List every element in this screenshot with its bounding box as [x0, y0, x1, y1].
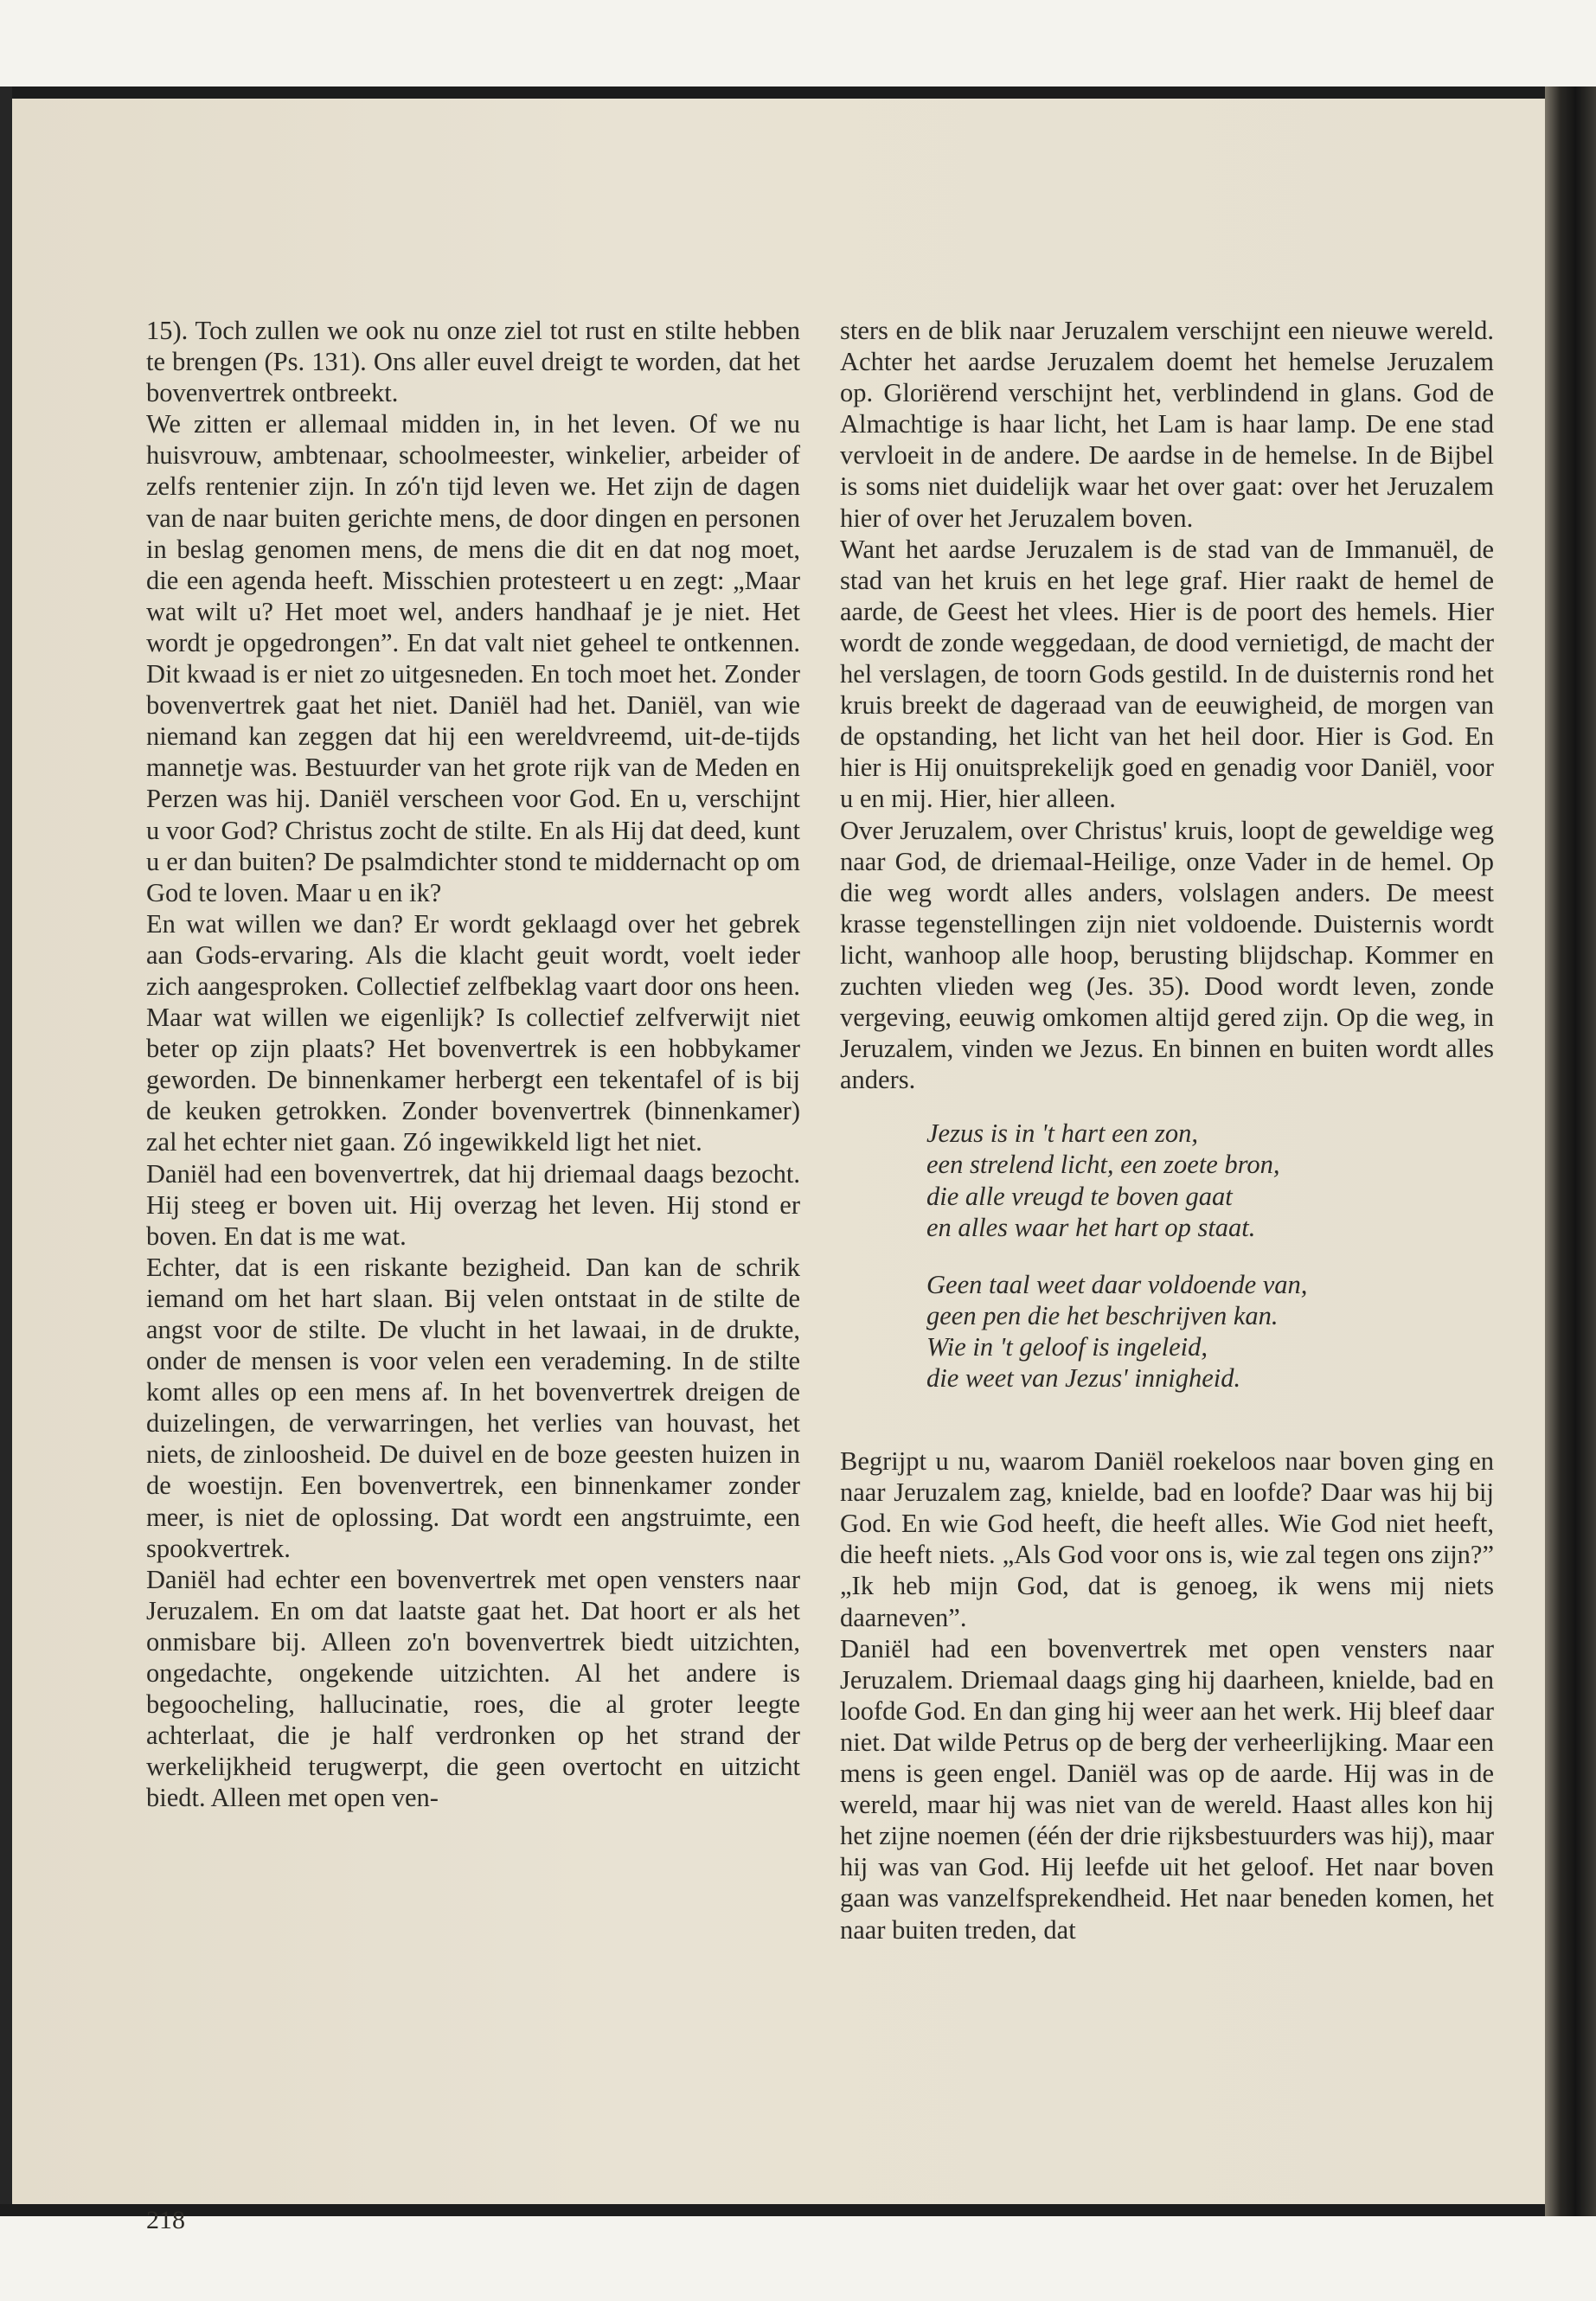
book-spine: [1545, 87, 1596, 2216]
paragraph: Begrijpt u nu, waarom Daniël roekeloos naar boven ging en naar Jeruzalem zag, knielde, bad en loofde? Daar was hij bij God. En wie God heeft, die heeft alles. Wie God niet heeft, die heeft niets. „Als God voor ons is, wie zal tegen ons zijn?” „Ik heb mijn God, dat is genoeg, ik wens mij niets daarneven”.: [840, 1446, 1494, 1632]
book-page: [12, 99, 1545, 2234]
poem-line: die alle vreugd te boven gaat: [926, 1181, 1233, 1211]
poem-stanza: [926, 1269, 1494, 1394]
right-column: [840, 315, 1494, 1945]
scan-border-top: [0, 87, 1596, 99]
paragraph: We zitten er allemaal midden in, in het leven. Of we nu huisvrouw, ambtenaar, schoolmeester, winkelier, arbeider of zelfs rentenier zijn. In zó'n tijd leven we. Het zijn de dagen van de naar buiten gerichte mens, de door dingen en personen in beslag genomen mens, de mens die dit en dat nog moet, die een agenda heeft. Misschien protesteert u en zegt: „Maar wat wilt u? Het moet wel, anders handhaaf je je niet. Het wordt je opgedrongen”. En dat valt niet geheel te ontkennen. Dit kwaad is er niet zo uitgesneden. En toch moet het. Zonder bovenvertrek gaat het niet. Daniël had het. Daniël, van wie niemand kan zeggen dat hij een wereldvreemd, uit-de-tijds mannetje was. Bestuurder van het grote rijk van de Meden en Perzen was hij. Daniël verscheen voor God. En u, verschijnt u voor God? Christus zocht de stilte. En als Hij dat deed, kunt u er dan buiten? De psalmdichter stond te middernacht op om God te loven. Maar u en ik?: [146, 409, 800, 907]
paragraph: Daniël had een bovenvertrek met open vensters naar Jeruzalem. Driemaal daags ging hij daarheen, knielde, bad en loofde God. En dan ging hij weer aan het werk. Hij bleef daar niet. Dat wilde Petrus op de berg der verheerlijking. Maar een mens is geen engel. Daniël was op de aarde. Hij was in de wereld, maar hij was niet van de wereld. Haast alles kon hij het zijne noemen (één der drie rijksbestuurders was hij), maar hij was van God. Hij leefde uit het geloof. Het naar boven gaan was vanzelfsprekendheid. Het naar beneden komen, het naar buiten treden, dat: [840, 1633, 1494, 1945]
poem-line: en alles waar het hart op staat.: [926, 1212, 1256, 1242]
poem-line: Jezus is in 't hart een zon,: [926, 1118, 1199, 1149]
paragraph: 15). Toch zullen we ook nu onze ziel tot rust en stilte hebben te brengen (Ps. 131). Ons aller euvel dreigt te worden, dat het bovenvertrek ontbreekt.: [146, 316, 800, 408]
poem-line: een strelend licht, een zoete bron,: [926, 1150, 1280, 1180]
poem-line: die weet van Jezus' innigheid.: [926, 1363, 1241, 1393]
paragraph: Daniël had een bovenvertrek, dat hij driemaal daags bezocht. Hij steeg er boven uit. Hij overzag het leven. Hij stond er boven. En dat is me wat.: [146, 1158, 800, 1251]
paragraph: En wat willen we dan? Er wordt geklaagd over het gebrek aan Gods-ervaring. Als die klacht geuit wordt, voelt ieder zich aangesproken. Collectief zelfbeklag vaart door ons heen. Maar wat willen we eigenlijk? Is collectief zelfverwijt niet beter op zijn plaats? Het bovenvertrek is een hobbykamer geworden. De binnenkamer herbergt een tekentafel of is bij de keuken getrokken. Zonder bovenvertrek (binnenkamer) zal het echter niet gaan. Zó ingewikkeld ligt het niet.: [146, 908, 800, 1157]
poem-line: Geen taal weet daar voldoende van,: [926, 1269, 1308, 1299]
scan-border-left: [0, 87, 12, 2216]
poem: [926, 1118, 1494, 1394]
paragraph: Over Jeruzalem, over Christus' kruis, loopt de geweldige weg naar God, de driemaal-Heilige, onze Vader in de hemel. Op die weg wordt alles anders, volslagen anders. De meest krasse tegenstellingen zijn niet voldoende. Duisternis wordt licht, wanhoop alle hoop, berusting blijdschap. Kommer en zuchten vlieden weg (Jes. 35). Dood wordt leven, zonde vergeving, eeuwig omkomen altijd gered zijn. Op die weg, in Jeruzalem, vinden we Jezus. En binnen en buiten wordt alles anders.: [840, 815, 1494, 1095]
left-column: [146, 315, 800, 1814]
paragraph: Want het aardse Jeruzalem is de stad van de Immanuël, de stad van het kruis en het lege graf. Hier raakt de hemel de aarde, de Geest het vlees. Hier is de poort des hemels. Hier wordt de zonde weggedaan, de dood vernietigd, de macht der hel verslagen, de toorn Gods gestild. In de duisternis rond het kruis breekt de dageraad van de eeuwigheid, de morgen van de opstanding, het licht van het heil door. Hier is God. En hier is Hij onuitsprekelijk goed en genadig voor Daniël, voor u en mij. Hier, hier alleen.: [840, 534, 1494, 814]
scan-border-bottom: [0, 2204, 1596, 2216]
poem-stanza: [926, 1118, 1494, 1242]
paragraph: sters en de blik naar Jeruzalem verschijnt een nieuwe wereld. Achter het aardse Jeruzalem doemt het hemelse Jeruzalem op. Gloriërend verschijnt het, verblindend in glans. God de Almachtige is haar licht, het Lam is haar lamp. De ene stad vervloeit in de andere. De aardse in de hemelse. In de Bijbel is soms niet duidelijk waar het over gaat: over het Jeruzalem hier of over het Jeruzalem boven.: [840, 316, 1494, 533]
poem-line: Wie in 't geloof is ingeleid,: [926, 1331, 1208, 1362]
paragraph: Echter, dat is een riskante bezigheid. Dan kan de schrik iemand om het hart slaan. Bij velen ontstaat in de stilte de angst voor de stilte. De vlucht in het lawaai, in de drukte, onder de mensen is voor velen een verademing. In de stilte komt alles op een mens af. In het bovenvertrek dreigen de duizelingen, de verwarringen, het verlies van houvast, het niets, de zinloosheid. De duivel en de boze geesten huizen in de woestijn. Een bovenvertrek, een binnenkamer zonder meer, is niet de oplossing. Dat wordt een angstruimte, een spookvertrek.: [146, 1252, 800, 1563]
paragraph: Daniël had echter een bovenvertrek met open vensters naar Jeruzalem. En om dat laatste gaat het. Dat hoort er als het onmisbare bij. Alleen zo'n bovenvertrek biedt uitzichten, ongedachte, ongekende uitzichten. Al het andere is begoocheling, hallucinatie, roes, die al groter leegte achterlaat, die je half verdronken op het strand der werkelijkheid terugwerpt, die geen overtocht en uitzicht biedt. Alleen met open ven-: [146, 1564, 800, 1813]
page-number: 218: [146, 2206, 185, 2234]
poem-line: geen pen die het beschrijven kan.: [926, 1300, 1279, 1330]
